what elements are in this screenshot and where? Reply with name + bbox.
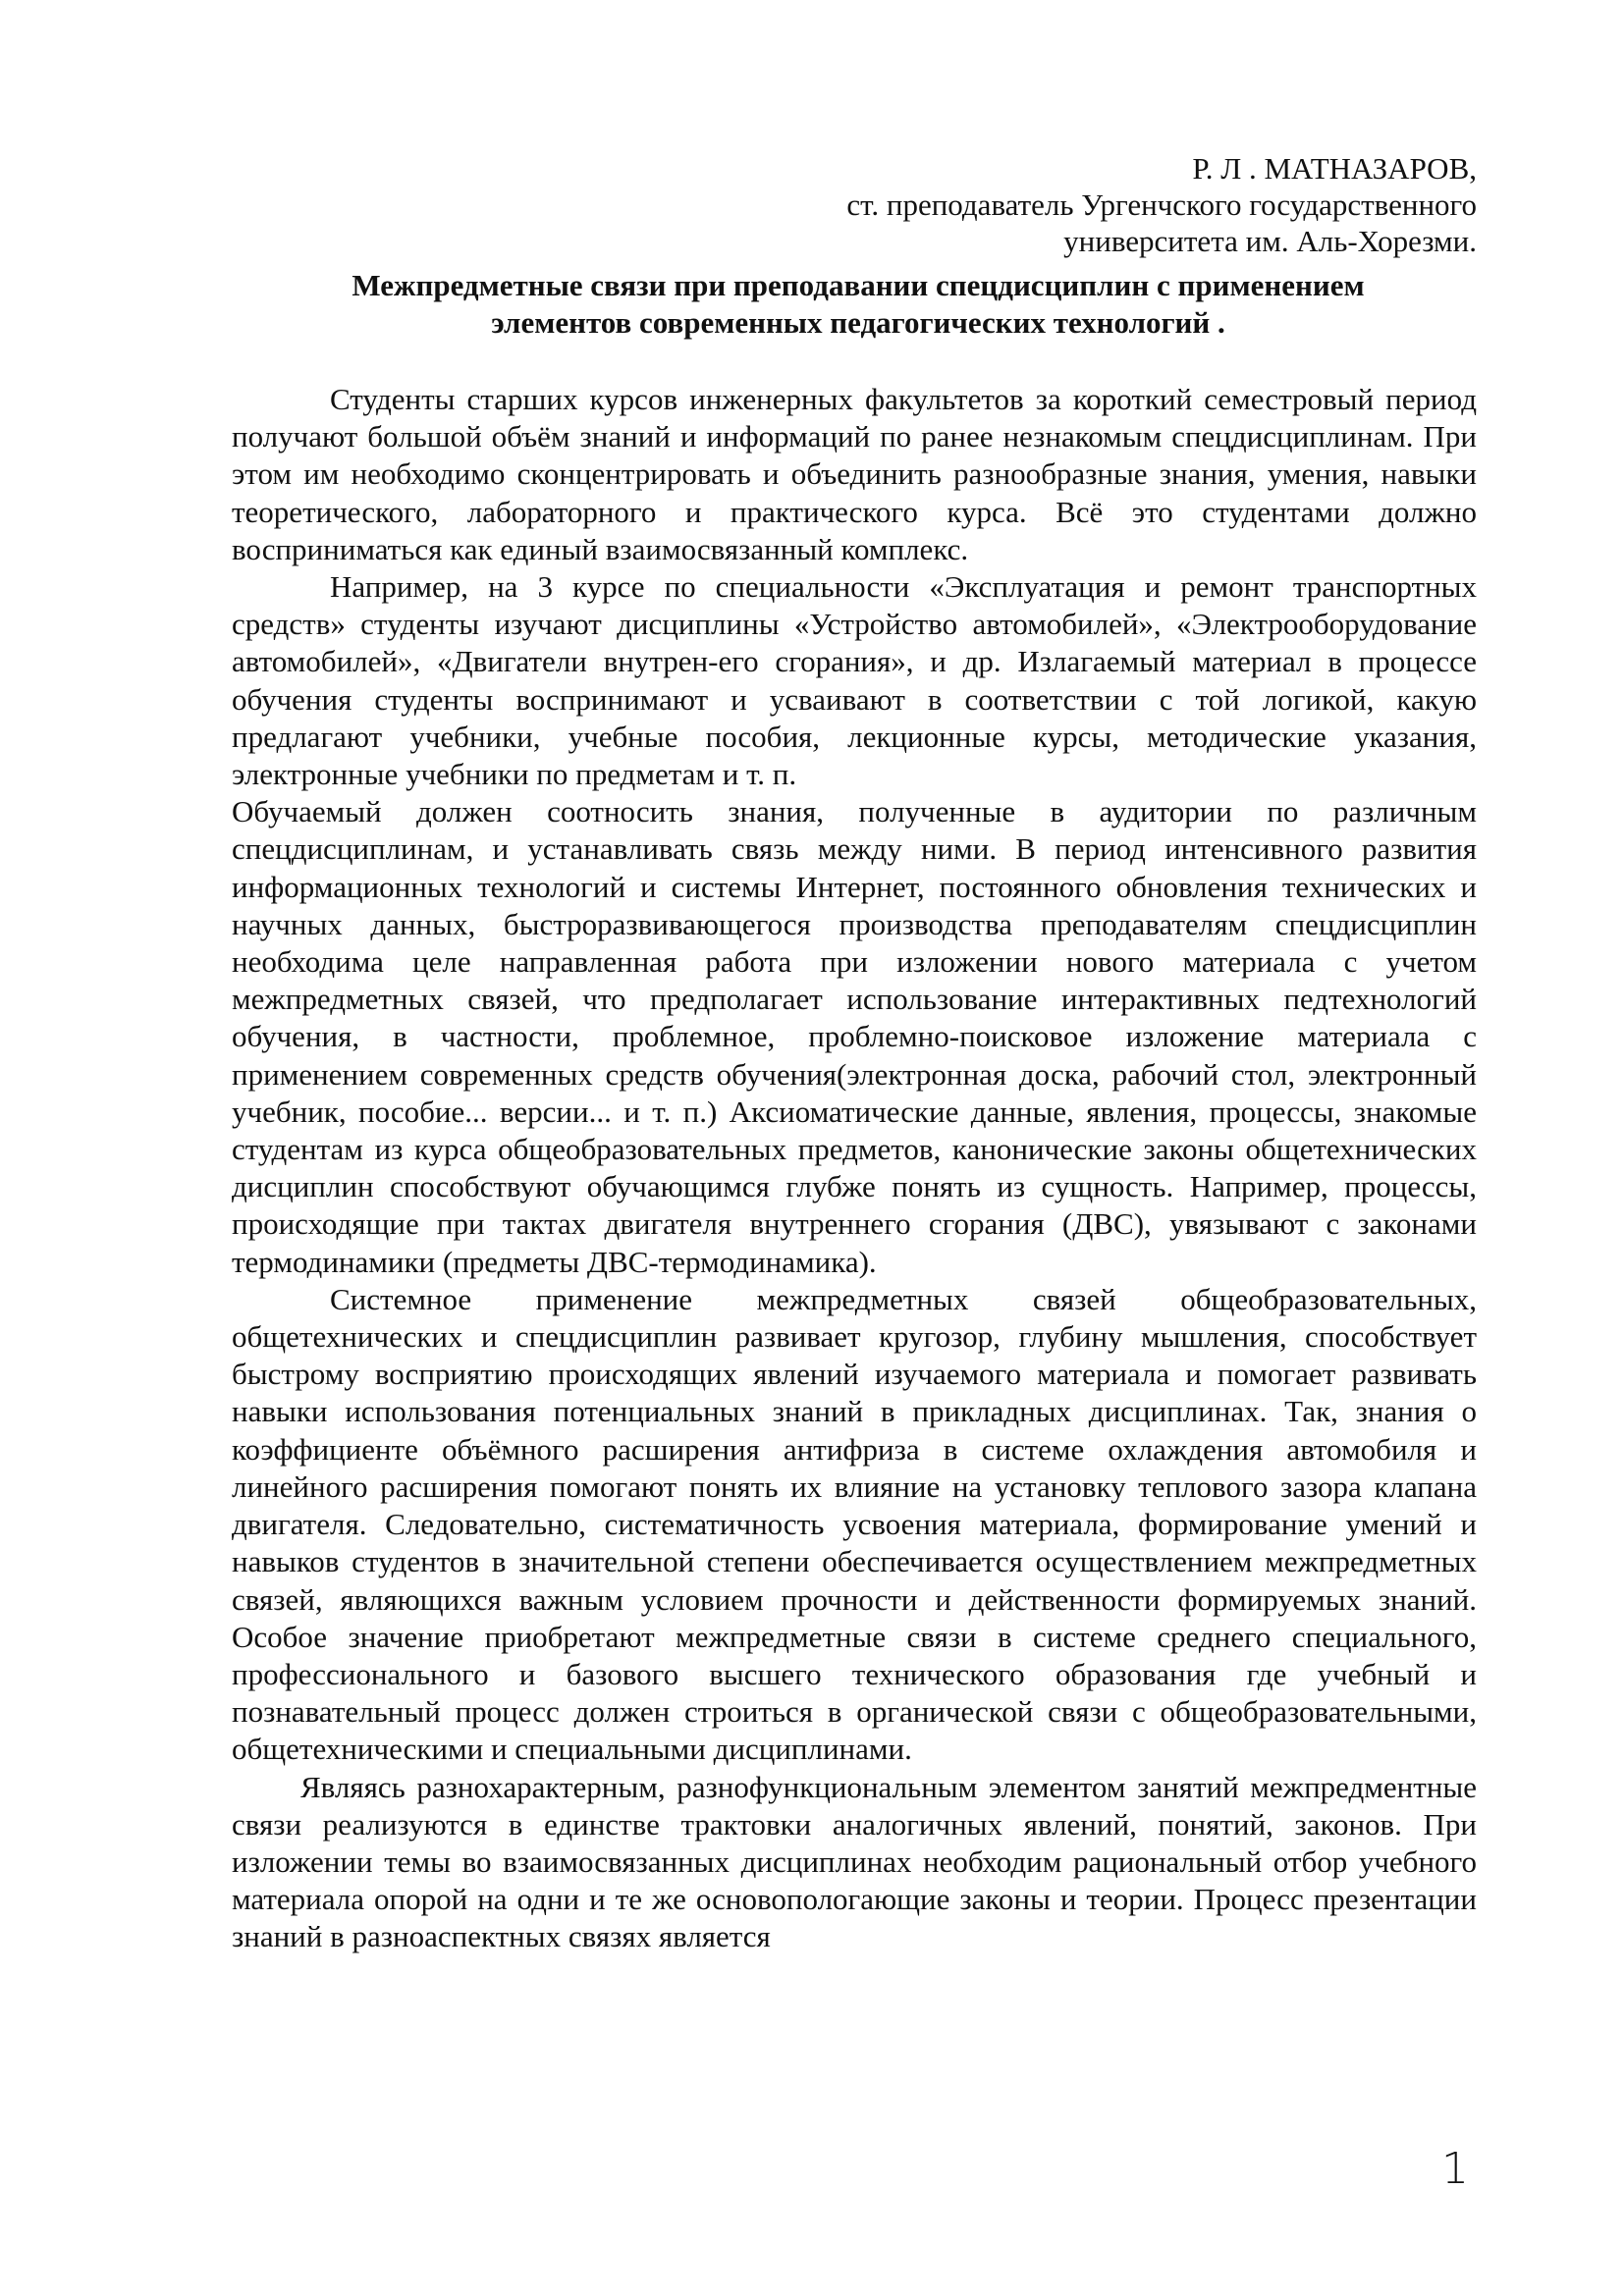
paragraph-5: Являясь разнохарактерным, разнофункциональным элементом занятий межпредментные связи реализуются в единстве трактовки аналогичных явлений, понятий, законов. При изложении темы во взаимосвязанных дисциплинах необходим рациональный отбор учебного материала опорой на одни и те же основопологающие законы и теории. Процесс презентации знаний в разноаспектных связях является	[232, 1769, 1477, 1954]
paragraph-2: Например, на 3 курсе по специальности «Эксплуатация и ремонт транспортных средств» студенты изучают дисциплины «Устройство автомобилей», «Электрооборудование автомобилей», «Двигатели внутрен-его сгорания», и др. Излагаемый материал в процессе обучения студенты воспринимают и усваивают в соответствии с той логикой, какую предлагают учебники, учебные пособия, лекционные курсы, методические указания, электронные учебники по предметам и т. п.	[232, 569, 1477, 792]
paragraph-4: Системное применение межпредметных связей общеобразовательных, общетехнических и спецдисциплин развивает кругозор, глубину мышления, способствует быстрому восприятию происходящих явлений изучаемого материала и помогает развивать навыки использования потенциальных знаний в прикладных дисциплинах. Так, знания о коэффициенте объёмного расширения антифриза в системе охлаждения автомобиля и линейного расширения помогают понять их влияние на установку теплового зазора клапана двигателя. Следовательно, систематичность усвоения материала, формирование умений и навыков студентов в значительной степени обеспечивается осуществлением межпредметных связей, являющихся важным условием прочности и действенности формируемых знаний. Особое значение приобретают межпредметные связи в системе среднего специального, профессионального и базового высшего технического образования где учебный и познавательный процесс должен строиться в органической связи с общеобразовательными, общетехническими и специальными дисциплинами.	[232, 1281, 1477, 1767]
author-position-line2: университета им. Аль-Хорезми.	[1063, 224, 1477, 258]
author-name: Р. Л . МАТНАЗАРОВ,	[1192, 151, 1477, 186]
title-line-1: Межпредметные связи при преподавании спецдисциплин с применением	[352, 268, 1365, 302]
page-number: 1	[1441, 2144, 1469, 2194]
paragraph-3: Обучаемый должен соотносить знания, полученные в аудитории по различным спецдисциплинам, и устанавливать связь между ними. В период интенсивного развития информационных технологий и системы Интернет, постоянного обновления технических и научных данных, быстроразвивающегося производства преподавателям спецдисциплин необходима целе направленная работа при изложении нового материала с учетом межпредметных связей, что предполагает использование интерактивных педтехнологий обучения, в частности, проблемное, проблемно-поисковое изложение материала с применением современных средств обучения(электронная доска, рабочий стол, электронный учебник, пособие... версии... и т. п.) Аксиоматические данные, явления, процессы, знакомые студентам из курса общеобразовательных предметов, канонические законы общетехнических дисциплин способствуют обучающимся глубже понять из сущность. Например, процессы, происходящие при тактах двигателя внутреннего сгорания (ДВС), увязывают с законами термодинамики (предметы ДВС-термодинамика).	[232, 794, 1477, 1279]
paragraph-1: Студенты старших курсов инженерных факультетов за короткий семестровый период получают большой объём знаний и информаций по ранее незнакомым спецдисциплинам. При этом им необходимо сконцентрировать и объединить разнообразные знания, умения, навыки теоретического, лабораторного и практического курса. Всё это студентами должно восприниматься как единый взаимосвязанный комплекс.	[232, 382, 1477, 566]
article-body	[232, 381, 1477, 1956]
article-title	[232, 267, 1485, 342]
author-block	[846, 150, 1477, 259]
title-line-2: элементов современных педагогических технологий .	[491, 305, 1225, 340]
author-position-line1: ст. преподаватель Ургенчского государственного	[846, 187, 1477, 222]
